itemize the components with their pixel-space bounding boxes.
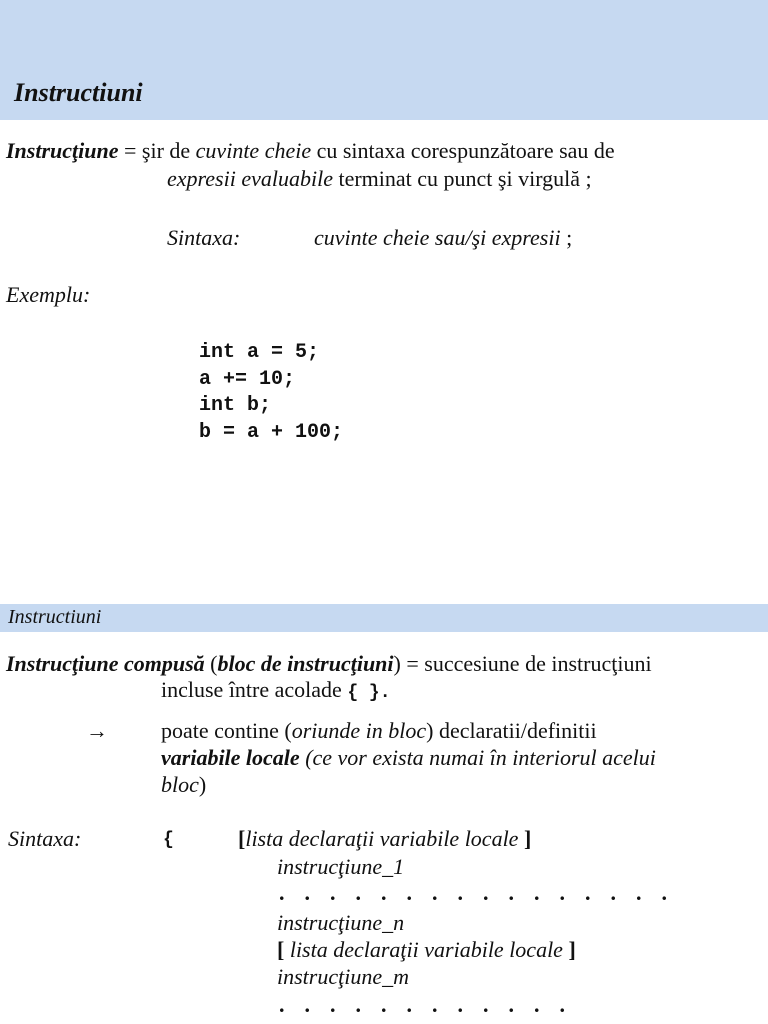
code-line: int b; (199, 394, 272, 417)
bracket-close: ] (523, 826, 532, 851)
definition-text: ( (204, 651, 218, 676)
syntax-label (8, 826, 81, 852)
instr-text: instrucţiune_m (277, 964, 409, 989)
braces: { }. (347, 683, 391, 703)
syntax-value (314, 225, 572, 251)
definition-text: incluse între acolade (161, 677, 348, 702)
definition-text: terminat cu punct şi virgulă ; (332, 166, 592, 191)
slide-title: Instructiuni (14, 78, 143, 107)
definition-line-1 (6, 138, 615, 164)
local-variables-term: variabile locale (161, 745, 300, 770)
code-line: a += 10; (199, 367, 296, 391)
definition-keywords: cuvinte cheie (195, 138, 312, 163)
syntax-instr-n (277, 910, 404, 936)
syntax-decl-line-1 (238, 826, 531, 852)
bracket-close: ] (568, 937, 576, 962)
note-text: ) declaratii/definitii (426, 718, 597, 743)
definition-text: ) = succesiune de instrucţiuni (393, 651, 652, 676)
example-label-text: Exemplu: (6, 282, 91, 307)
definition-line-2 (167, 166, 592, 192)
syntax-decl-line-2 (277, 937, 576, 963)
syntax-label-text: Sintaxa: (167, 225, 241, 250)
slide-title: Instructiuni (8, 606, 102, 628)
decl-list: lista declaraţii variabile locale (245, 826, 524, 851)
bracket-open: [ (238, 826, 246, 851)
syntax-instr-1 (277, 854, 404, 880)
code-line: int a = 5; (199, 341, 320, 364)
code-example (199, 340, 343, 446)
syntax-value-text: cuvinte cheie sau/şi expresii (314, 225, 561, 250)
block-term: bloc de instrucţiuni (217, 651, 394, 676)
compound-definition-line-1 (6, 651, 652, 677)
note-italic: oriunde in bloc (291, 718, 427, 743)
syntax-end: ; (560, 225, 573, 250)
definition-text: = şir de (118, 138, 196, 163)
example-label (6, 282, 90, 308)
open-brace: { (163, 830, 174, 850)
note-line-3 (161, 772, 206, 798)
note-text: ) (198, 772, 207, 797)
compound-term: Instrucţiune compusă (6, 651, 205, 676)
bracket-open: [ (277, 937, 285, 962)
instr-text: instrucţiune_1 (277, 854, 405, 879)
note-italic: (ce vor exista numai în interiorul acelui (299, 745, 656, 770)
decl-list: lista declaraţii variabile locale (284, 937, 569, 962)
syntax-instr-m (277, 964, 409, 990)
syntax-label (167, 225, 240, 251)
note-italic: bloc (161, 772, 199, 797)
code-line: b = a + 100; (199, 420, 344, 444)
definition-text: cu sintaxa corespunzătoare sau de (311, 138, 615, 163)
instr-text: instrucţiune_n (277, 910, 405, 935)
slide-header-band (0, 604, 768, 632)
definition-expressions: expresii evaluabile (167, 166, 333, 191)
definition-term: Instrucţiune (6, 138, 119, 163)
note-line-1 (161, 718, 597, 744)
ellipsis-row: . . . . . . . . . . . . . . . . (279, 880, 667, 905)
syntax-label-text: Sintaxa: (8, 826, 82, 851)
note-line-2 (161, 745, 656, 771)
arrow-icon: → (86, 718, 108, 743)
ellipsis-row: . . . . . . . . . . . . (279, 992, 565, 1017)
compound-definition-line-2 (161, 677, 391, 706)
note-text: poate contine ( (161, 718, 292, 743)
